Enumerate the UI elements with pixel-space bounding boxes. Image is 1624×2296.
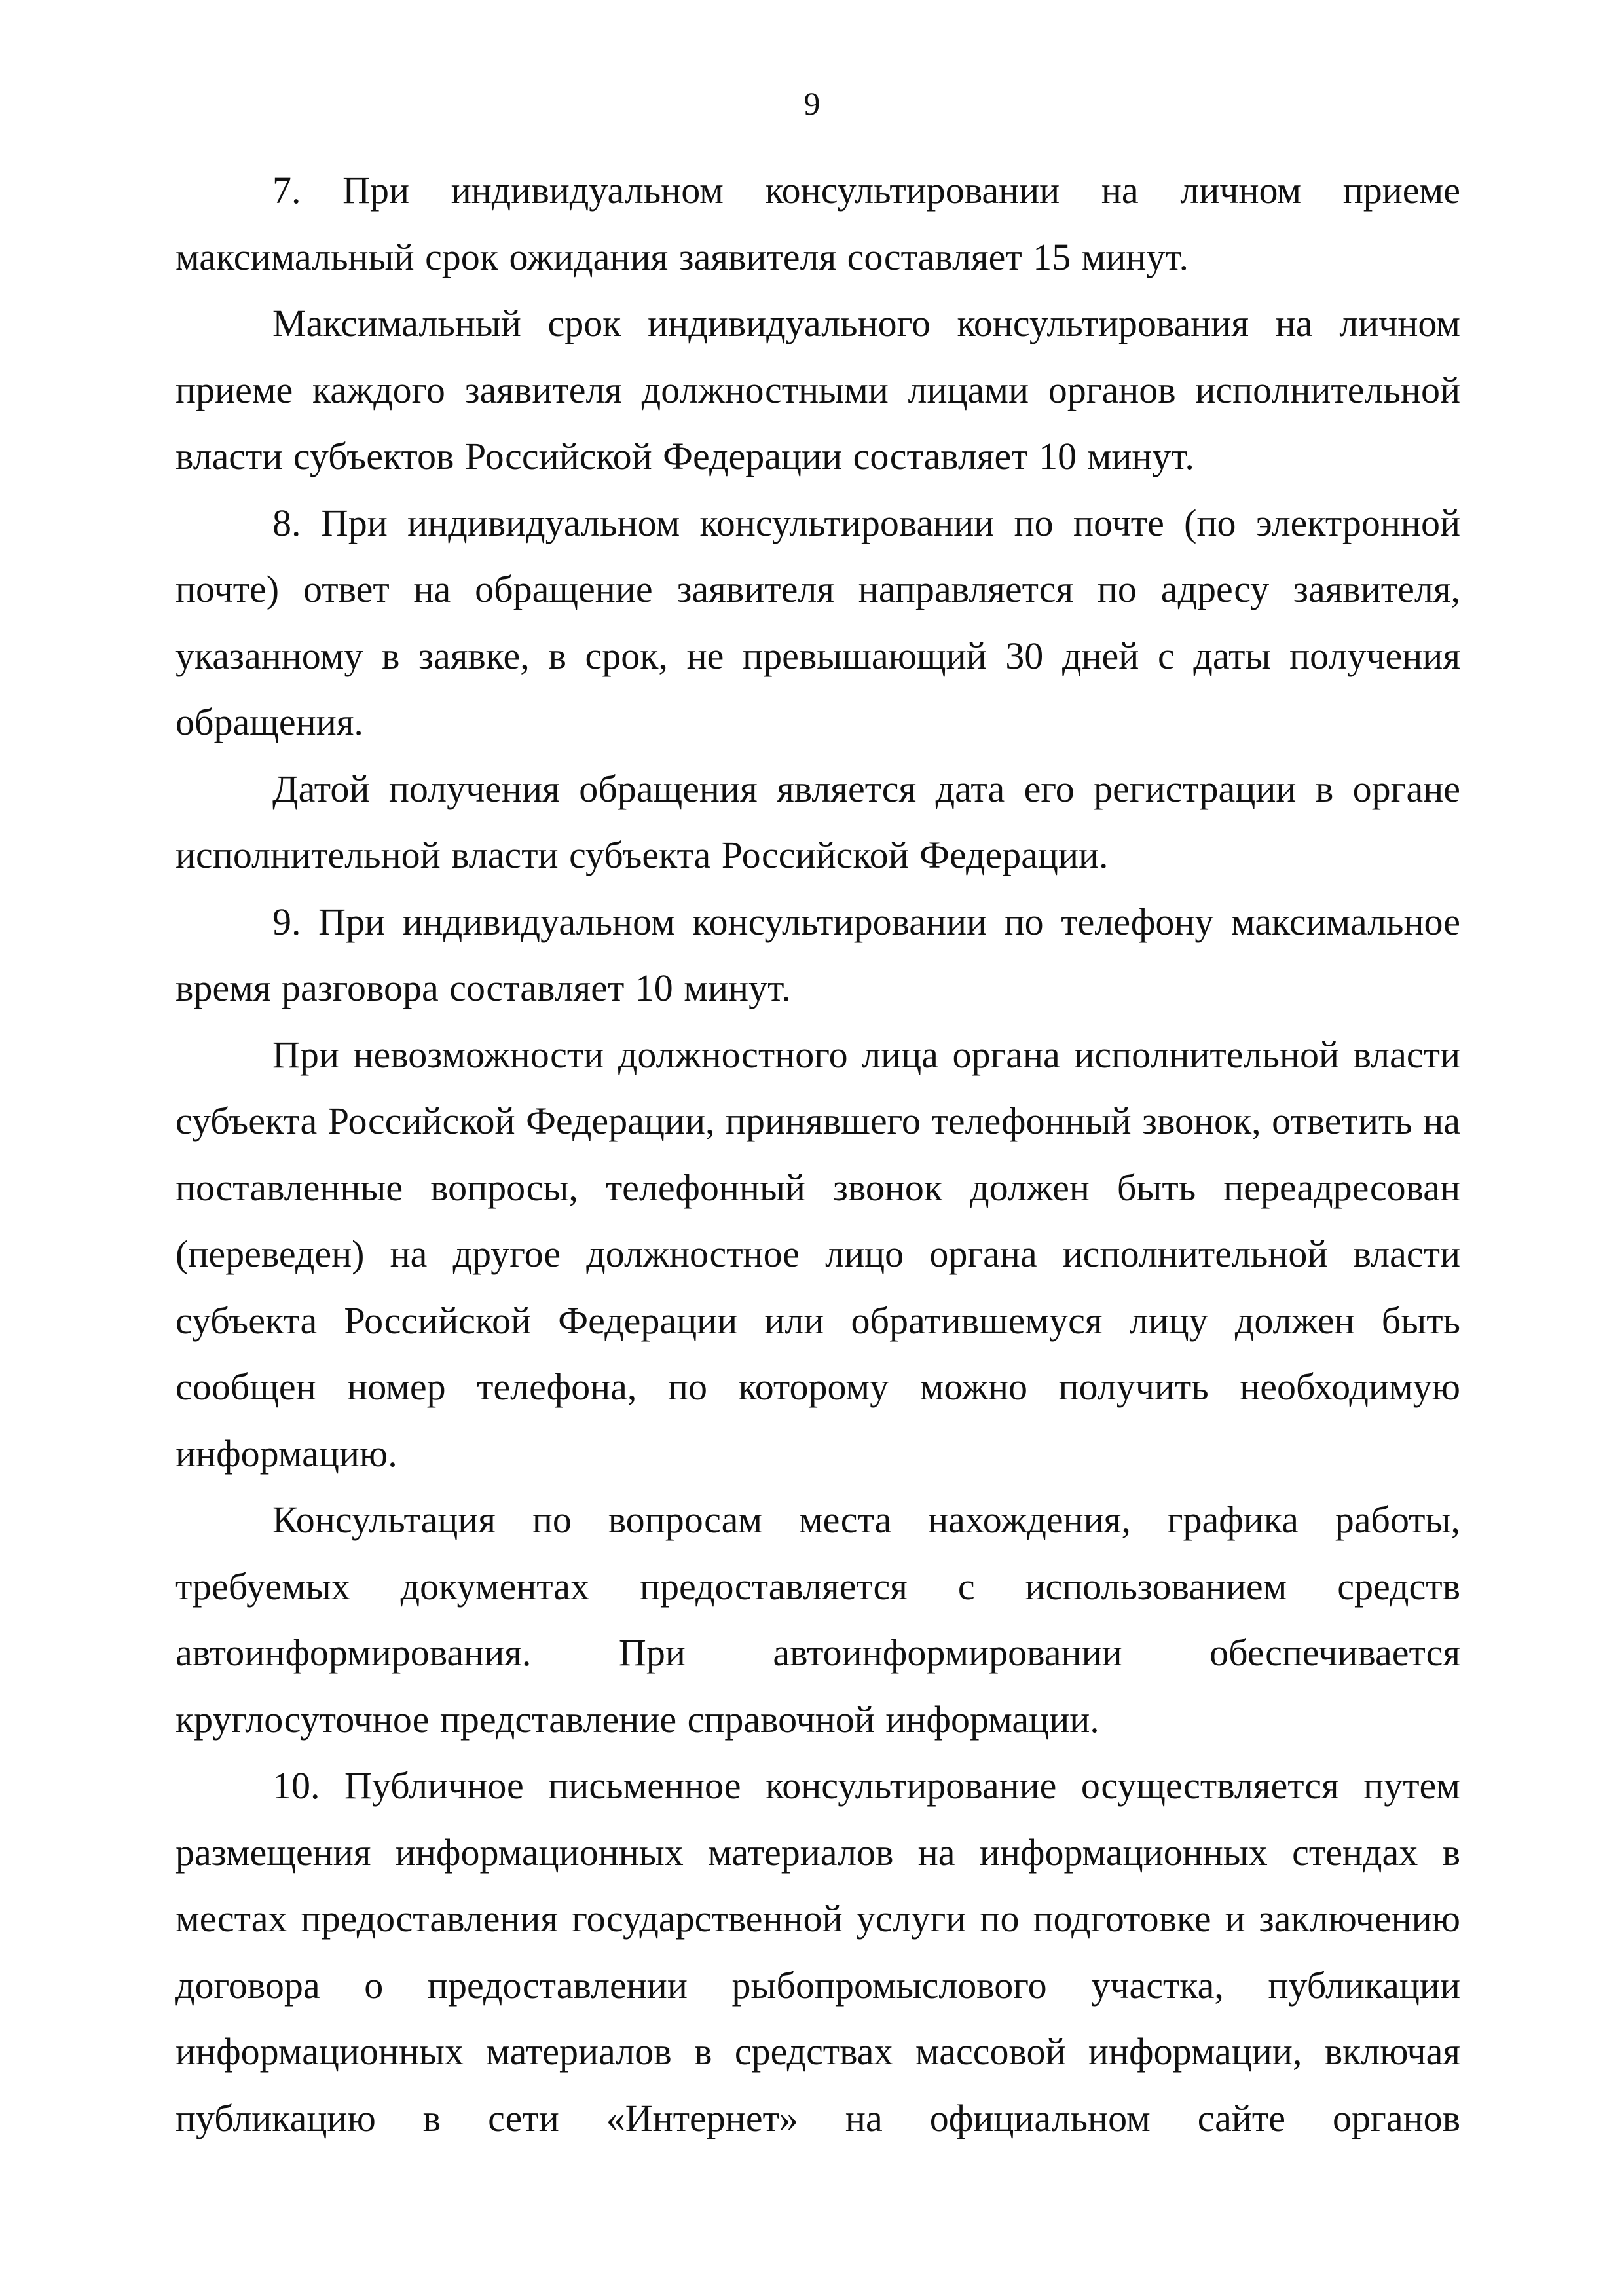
paragraph-7: 7. При индивидуальном консультировании на личном приеме максимальный срок ожидания заявителя составляет 15 минут.	[175, 169, 1460, 278]
paragraph-7-duration: Максимальный срок индивидуального консультирования на личном приеме каждого заявителя должностными лицами органов исполнительной власти субъектов Российской Федерации составляет 10 минут.	[175, 302, 1460, 477]
paragraph-9-autoinform: Консультация по вопросам места нахождения, графика работы, требуемых документах предоставляется с использованием средств автоинформирования. При автоинформировании обеспечивается круглосуточное представление справочной информации.	[175, 1498, 1460, 1741]
paragraph-9-redirect: При невозможности должностного лица органа исполнительной власти субъекта Российской Федерации, принявшего телефонный звонок, ответить на поставленные вопросы, телефонный звонок должен быть переадресован (переведен) на другое должностное лицо органа исполнительной власти субъекта Российской Федерации или обратившемуся лицу должен быть сообщен номер телефона, по которому можно получить необходимую информацию.	[175, 1033, 1461, 1475]
paragraph-8: 8. При индивидуальном консультировании по почте (по электронной почте) ответ на обращение заявителя направляется по адресу заявителя, указанному в заявке, в срок, не превышающий 30 дней с даты получения обращения.	[175, 501, 1460, 743]
paragraph-8-receipt-date: Датой получения обращения является дата его регистрации в органе исполнительной власти субъекта Российской Федерации.	[175, 767, 1460, 876]
paragraph-10: 10. Публичное письменное консультирование осуществляется путем размещения информационных материалов на информационных стендах в местах предоставления государственной услуги по подготовке и заключению договора о предоставлении рыбопромыслового участка, публикации информационных материалов в средствах массовой информации, включая публикацию в сети «Интернет» на официальном сайте органов	[175, 1764, 1460, 2139]
document-body	[175, 157, 1460, 2151]
page-number: 9	[803, 85, 821, 122]
paragraph-9: 9. При индивидуальном консультировании по телефону максимальное время разговора составляет 10 минут.	[175, 900, 1460, 1009]
